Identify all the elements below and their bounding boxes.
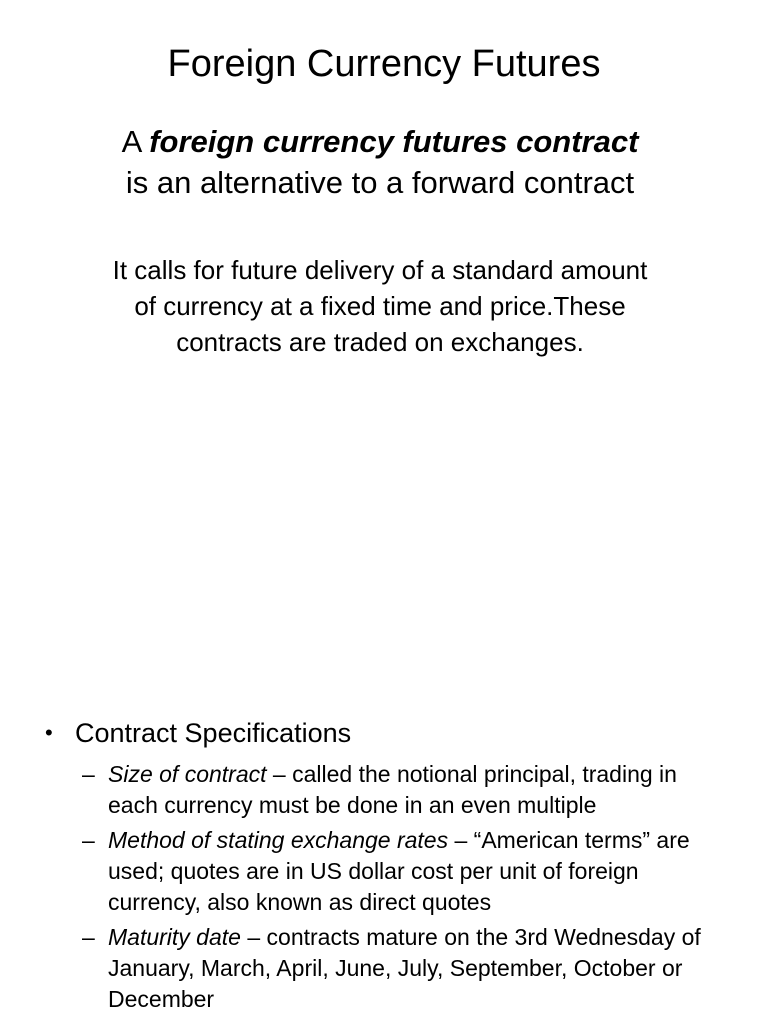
sub-item-maturity-date — [40, 922, 728, 1015]
slide-title: Foreign Currency Futures — [167, 43, 601, 85]
sub-item-term: Size of contract — [108, 761, 267, 787]
specifications-sub-list — [40, 759, 740, 1015]
lead-prefix: A — [121, 124, 150, 159]
sub-item-text: – “American terms” are used; quotes are in US dollar cost per unit of foreign currency, also known as direct quotes — [108, 827, 690, 915]
sub-item-size-of-contract — [40, 759, 728, 821]
specifications-list — [40, 713, 740, 1019]
bullet-item-contract-specifications — [40, 713, 740, 753]
sub-item-text: – contracts mature on the 3rd Wednesday of January, March, April, June, July, September, October or December — [108, 924, 701, 1012]
dash-icon: – — [82, 761, 95, 787]
bullet-icon: • — [45, 720, 53, 745]
specifications-heading: Contract Specifications — [75, 718, 352, 748]
lead-suffix: is an alternative to a forward contract — [125, 165, 635, 200]
sub-item-term: Maturity date — [108, 924, 241, 950]
sub-item-term: Method of stating exchange rates — [108, 827, 449, 853]
sub-item-method-of-stating-exchange-rates — [40, 825, 728, 918]
lead-sentence — [120, 121, 640, 203]
description-paragraph: It calls for future delivery of a standard amount of currency at a fixed time and price.These contracts are traded on exchanges. — [112, 255, 648, 357]
dash-icon: – — [82, 924, 95, 950]
lead-term: foreign currency futures contract — [149, 124, 639, 159]
sub-item-text: – called the notional principal, trading in each currency must be done in an even multiple — [108, 761, 677, 818]
dash-icon: – — [82, 827, 95, 853]
